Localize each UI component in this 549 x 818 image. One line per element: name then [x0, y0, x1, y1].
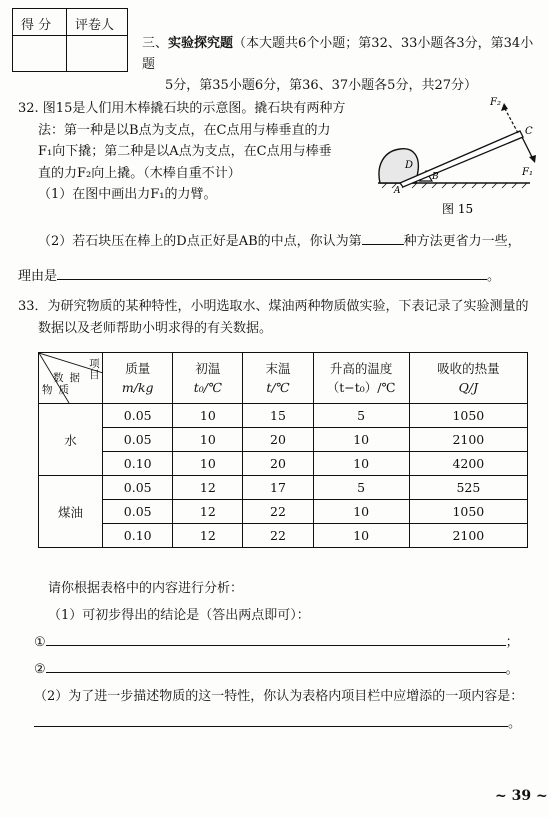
- label-b: B: [432, 172, 439, 182]
- table-row: 水 0.05 10 15 5 1050: [39, 404, 528, 428]
- reason-blank[interactable]: [57, 265, 487, 280]
- analysis-part2: （2）为了进一步描述物质的这一特性，你认为表格内项目栏中应增添的一项内容是：: [34, 689, 524, 704]
- data-table: [38, 352, 528, 548]
- table-row: 0.05 12 22 10 1050: [39, 500, 528, 524]
- section-title: 实验探究题: [168, 36, 234, 51]
- label-a: A: [394, 186, 401, 196]
- substance-water: 水: [39, 404, 103, 476]
- figure-15: [370, 95, 540, 220]
- table-row: 煤油 0.05 12 17 5 525: [39, 476, 528, 500]
- analysis-intro: 请你根据表格中的内容进行分析：: [48, 581, 244, 596]
- lever-bar: [400, 131, 523, 187]
- header-final-temp: 末温 t/℃: [243, 353, 313, 404]
- page-number: ~ 39 ~: [495, 788, 548, 804]
- header-initial-temp: 初温 t₀/℃: [173, 353, 243, 404]
- grader-label: 评卷人: [75, 18, 115, 33]
- label-d: D: [405, 160, 414, 171]
- figure-caption: 图 15: [442, 202, 474, 216]
- q32-part1: （1）在图中画出力F₁的力臂。: [38, 187, 217, 202]
- header-heat: 吸收的热量 Q/J: [409, 353, 527, 404]
- section-heading: 三、实验探究题（本大题共6个小题；第32、33小题各3分，第34小题 5分，第35小题6分，第36、37小题各5分，共27分）: [142, 36, 534, 93]
- score-box: [12, 8, 128, 72]
- table-row: 0.10 12 22 10 2100: [39, 524, 528, 548]
- analysis-part1: （1）可初步得出的结论是（答出两点即可）：: [48, 608, 310, 623]
- table-row: 0.10 10 20 10 4200: [39, 452, 528, 476]
- table-corner-cell: 项目 数据 物质: [39, 353, 103, 404]
- question-32: 32. 图15是人们用木棒撬石块的示意图。撬石块有两种方 法：第一种是以B点为支点，在C点用与棒垂直的力 F₁向下撬；第二种是以A点为支点，在C点用与棒垂 直的力F₂向上撬。（木棒自重不计） （1）在图中画出力F₁的力臂。: [18, 98, 363, 206]
- method-blank[interactable]: [362, 230, 404, 245]
- label-f2: F₂: [490, 97, 501, 108]
- score-label: 得 分: [21, 18, 52, 33]
- table-row: 0.05 10 20 10 2100: [39, 428, 528, 452]
- substance-kerosene: 煤油: [39, 476, 103, 548]
- label-f1: F₁: [522, 167, 533, 178]
- conclusion-1-blank[interactable]: [46, 631, 506, 646]
- header-temp-rise: 升高的温度 （t−t₀）/℃: [313, 353, 409, 404]
- lever-diagram: [370, 95, 540, 220]
- additional-item-blank[interactable]: [34, 712, 508, 727]
- header-mass: 质量 m/kg: [103, 353, 173, 404]
- label-c: C: [525, 126, 533, 137]
- q32-part2: （2）若石块压在棒上的D点正好是AB的中点，你认为第 种方法更省力一些， 理由是 。: [18, 230, 538, 288]
- question-33: 33．为研究物质的某种特性，小明选取水、煤油两种物质做实验，下表记录了实验测量的 数据以及老师帮助小明求得的有关数据。: [18, 299, 529, 336]
- conclusion-2-blank[interactable]: [46, 658, 506, 673]
- analysis-section: 请你根据表格中的内容进行分析： （1）可初步得出的结论是（答出两点即可）： ① ； ② 。 （2）为了进一步描述物质的这一特性，你认为表格内项目栏中应增添的一项内容是： 。: [48, 575, 538, 737]
